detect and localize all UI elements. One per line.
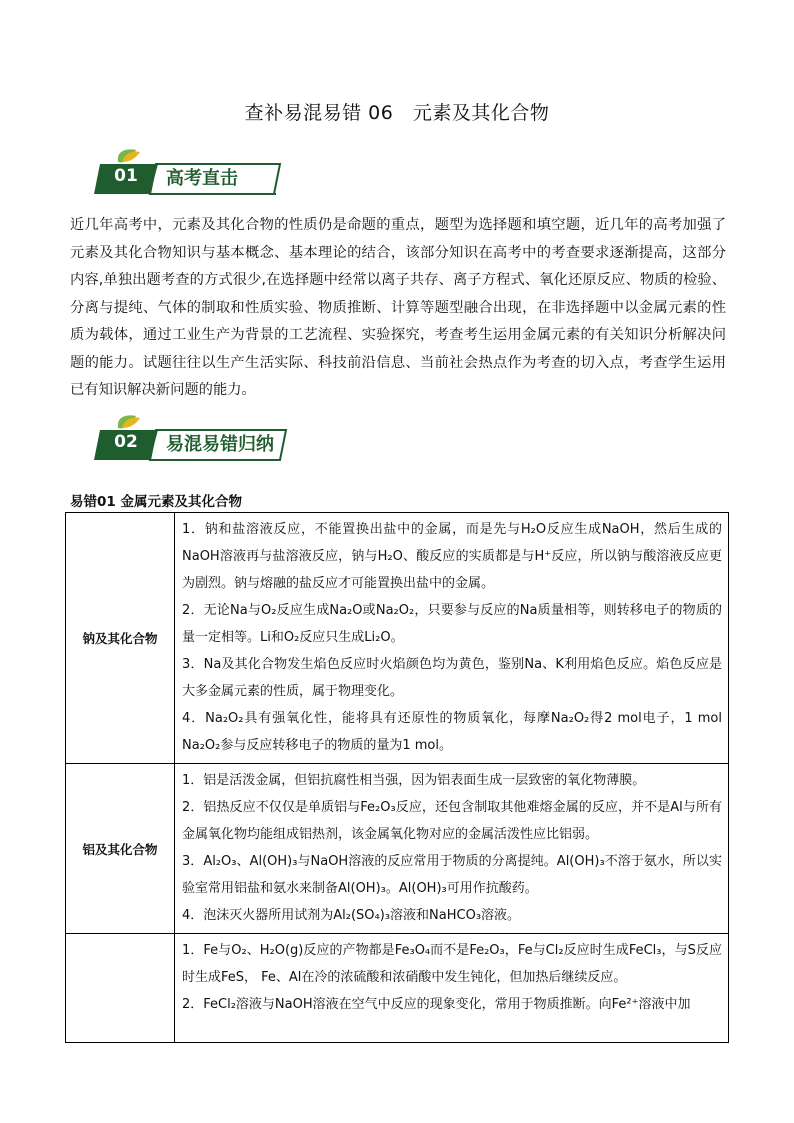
list-item: 1．Fe与O₂、H₂O(g)反应的产物都是Fe₃O₄而不是Fe₂O₃，Fe与Cl₂反应时生成FeCl₃，与S反应时生成FeS， Fe、Al在冷的浓硫酸和浓硝酸中发生钝化，但加热后继续反应。 <box>182 943 722 985</box>
section-banner-2 <box>94 414 290 462</box>
list-item: 4．泡沫灭火器所用试剂为Al₂(SO₄)₃溶液和NaHCO₃溶液。 <box>182 908 521 923</box>
content-cell <box>175 934 729 1043</box>
list-item: 2．FeCl₂溶液与NaOH溶液在空气中反应的现象变化，常用于物质推断。向Fe²⁺溶液中加 <box>182 997 691 1012</box>
knowledge-table <box>65 512 729 1043</box>
section-number: 01 <box>114 166 138 186</box>
table-row <box>66 513 729 764</box>
section-banner-1 <box>94 148 284 196</box>
intro-paragraph: 近几年高考中，元素及其化合物的性质仍是命题的重点，题型为选择题和填空题，近几年的高考加强了元素及其化合物知识与基本概念、基本理论的结合，该部分知识在高考中的考查要求逐渐提高，这部分内容,单独出题考查的方式很少,在选择题中经常以离子共存、离子方程式、氧化还原反应、物质的检验、分离与提纯、气体的制取和性质实验、物质推断、计算等题型融合出现，在非选择题中以金属元素的性质为载体，通过工业生产为背景的工艺流程、实验探究，考查考生运用金属元素的有关知识分析解决问题的能力。试题往往以生产生活实际、科技前沿信息、当前社会热点作为考查的切入点，考查学生运用已有知识解决新问题的能力。 <box>70 217 726 398</box>
table-row <box>66 764 729 934</box>
category-cell: 铝及其化合物 <box>66 764 175 934</box>
section-number: 02 <box>114 432 138 452</box>
list-item: 2．无论Na与O₂反应生成Na₂O或Na₂O₂，只要参与反应的Na质量相等，则转移电子的物质的量一定相等。Li和O₂反应只生成Li₂O。 <box>182 603 722 645</box>
list-item: 1．钠和盐溶液反应，不能置换出盐中的金属，而是先与H₂O反应生成NaOH，然后生成的NaOH溶液再与盐溶液反应，钠与H₂O、酸反应的实质都是与H⁺反应，所以钠与酸溶液反应更为剧烈。钠与熔融的盐反应才可能置换出盐中的金属。 <box>182 522 722 591</box>
content-cell <box>175 764 729 934</box>
category-cell <box>66 934 175 1043</box>
list-item: 3．Al₂O₃、Al(OH)₃与NaOH溶液的反应常用于物质的分离提纯。Al(OH)₃不溶于氨水，所以实验室常用铝盐和氨水来制备Al(OH)₃。Al(OH)₃可用作抗酸药。 <box>182 854 722 896</box>
list-item: 4．Na₂O₂具有强氧化性，能将具有还原性的物质氧化，每摩Na₂O₂得2 mol电子，1 mol Na₂O₂参与反应转移电子的物质的量为1 mol。 <box>182 711 722 753</box>
table-row <box>66 934 729 1043</box>
list-item: 3．Na及其化合物发生焰色反应时火焰颜色均为黄色，鉴别Na、K利用焰色反应。焰色反应是大多金属元素的性质，属于物理变化。 <box>182 657 722 699</box>
sub-heading: 易错01 金属元素及其化合物 <box>70 494 242 510</box>
content-cell <box>175 513 729 764</box>
section-label: 高考直击 <box>166 168 238 189</box>
list-item: 1．铝是活泼金属，但铝抗腐性相当强，因为铝表面生成一层致密的氧化物薄膜。 <box>182 773 646 788</box>
category-cell: 钠及其化合物 <box>66 513 175 764</box>
page-title: 查补易混易错 06 元素及其化合物 <box>244 102 550 124</box>
section-label: 易混易错归纳 <box>166 434 274 455</box>
list-item: 2．铝热反应不仅仅是单质铝与Fe₂O₃反应，还包含制取其他难熔金属的反应，并不是Al与所有金属氧化物均能组成铝热剂，该金属氧化物对应的金属活泼性应比铝弱。 <box>182 800 722 842</box>
